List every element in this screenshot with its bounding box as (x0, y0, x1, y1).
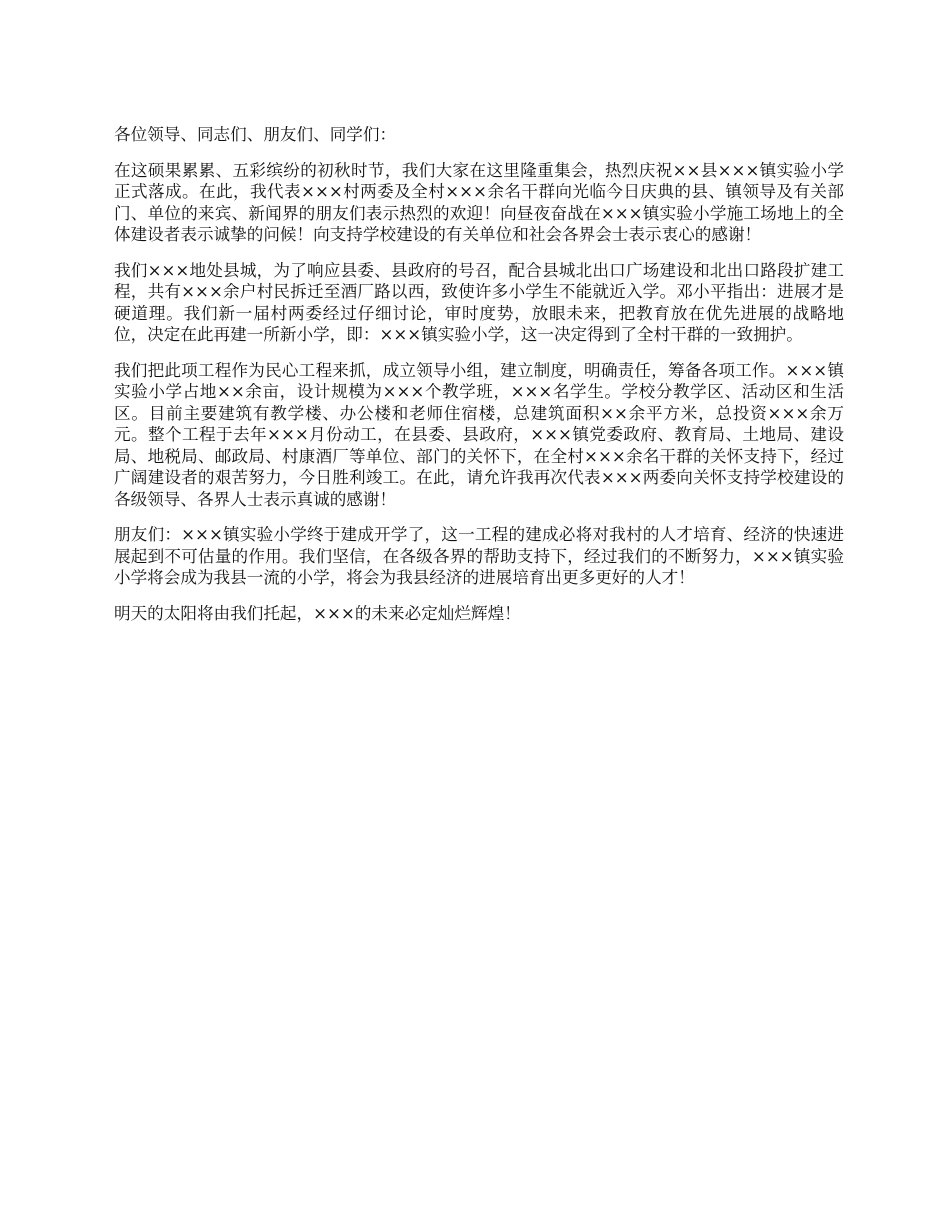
paragraph-outlook: 朋友们：×××镇实验小学终于建成开学了，这一工程的建成必将对我村的人才培育、经济的快速进展起到不可估量的作用。我们坚信，在各级各界的帮助支持下，经过我们的不断努力，×××镇实验小学将会成为我县一流的小学，将会为我县经济的进展培育出更多更好的人才！ (114, 525, 844, 587)
salutation: 各位领导、同志们、朋友们、同学们： (114, 125, 397, 144)
document-body (114, 124, 844, 638)
paragraph-construction: 我们把此项工程作为民心工程来抓，成立领导小组，建立制度，明确责任，筹备各项工作。×××镇实验小学占地××余亩，设计规模为×××个教学班，×××名学生。学校分教学区、活动区和生活区。目前主要建筑有教学楼、办公楼和老师住宿楼，总建筑面积××余平方米，总投资×××余万元。整个工程于去年×××月份动工，在县委、县政府，×××镇党委政府、教育局、土地局、建设局、地税局、邮政局、村康酒厂等单位、部门的关怀下，在全村×××余名干群的关怀支持下，经过广阔建设者的艰苦努力，今日胜利竣工。在此，请允许我再次代表×××两委向关怀支持学校建设的各级领导、各界人士表示真诚的感谢！ (114, 360, 844, 509)
paragraph-opening: 在这硕果累累、五彩缤纷的初秋时节，我们大家在这里隆重集会，热烈庆祝××县×××镇实验小学正式落成。在此，我代表×××村两委及全村×××余名干群向光临今日庆典的县、镇领导及有关部门、单位的来宾、新闻界的朋友们表示热烈的欢迎！向昼夜奋战在×××镇实验小学施工场地上的全体建设者表示诚挚的问候！向支持学校建设的有关单位和社会各界会士表示衷心的感谢！ (114, 160, 844, 244)
paragraph-closing: 明天的太阳将由我们托起，×××的未来必定灿烂辉煌！ (114, 603, 521, 623)
paragraph-background: 我们×××地处县城，为了响应县委、县政府的号召，配合县城北出口广场建设和北出口路段扩建工程，共有×××余户村民拆迁至酒厂路以西，致使许多小学生不能就近入学。邓小平指出：进展才是硬道理。我们新一届村两委经过仔细讨论，审时度势，放眼未来，把教育放在优先进展的战略地位，决定在此再建一所新小学，即：×××镇实验小学，这一决定得到了全村干群的一致拥护。 (114, 260, 844, 344)
